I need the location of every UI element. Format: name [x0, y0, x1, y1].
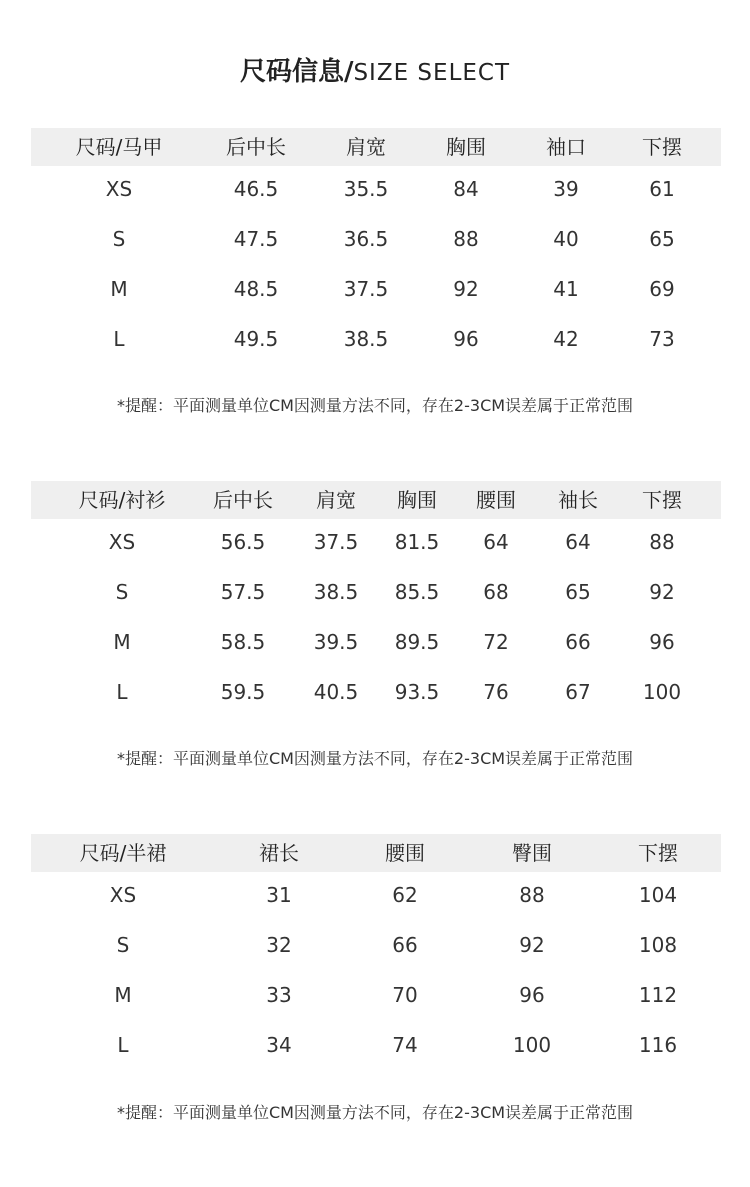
- table-cell: 96: [519, 983, 545, 1007]
- table-cell: 85.5: [394, 580, 440, 604]
- size-label: L: [113, 327, 125, 351]
- header-cell: 尺码/衬衫: [78, 488, 166, 512]
- table-cell: 40: [553, 227, 579, 251]
- header-cell: 尺码/马甲: [75, 135, 163, 159]
- table-cell: 48.5: [233, 277, 279, 301]
- table-cell: 42: [553, 327, 579, 351]
- table-cell: 96: [649, 630, 675, 654]
- table-cell: 72: [483, 630, 509, 654]
- table-cell: 47.5: [233, 227, 279, 251]
- table-cell: 66: [565, 630, 591, 654]
- title-english: SIZE SELECT: [353, 60, 511, 86]
- table-cell: 89.5: [394, 630, 440, 654]
- table-cell: 108: [638, 933, 678, 957]
- size-label: XS: [108, 530, 136, 554]
- measurement-note: *提醒：平面测量单位CM因测量方法不同，存在2-3CM误差属于正常范围: [116, 749, 634, 768]
- table-cell: 46.5: [233, 177, 279, 201]
- table-cell: 58.5: [220, 630, 266, 654]
- table-cell: 66: [392, 933, 418, 957]
- table-cell: 64: [483, 530, 509, 554]
- table-cell: 56.5: [220, 530, 266, 554]
- header-cell: 裙长: [259, 841, 299, 865]
- table-cell: 69: [649, 277, 675, 301]
- table-cell: 92: [453, 277, 479, 301]
- table-cell: 88: [519, 883, 545, 907]
- table-cell: 74: [392, 1033, 418, 1057]
- header-cell: 胸围: [397, 488, 437, 512]
- header-cell: 腰围: [385, 841, 425, 865]
- table-cell: 49.5: [233, 327, 279, 351]
- table-cell: 64: [565, 530, 591, 554]
- table-cell: 68: [483, 580, 509, 604]
- table-cell: 59.5: [220, 680, 266, 704]
- header-cell: 胸围: [446, 135, 486, 159]
- size-label: L: [117, 1033, 129, 1057]
- size-label: L: [116, 680, 128, 704]
- size-label: XS: [109, 883, 137, 907]
- table-cell: 33: [266, 983, 292, 1007]
- table-cell: 116: [638, 1033, 678, 1057]
- table-cell: 31: [266, 883, 292, 907]
- header-cell: 下摆: [642, 135, 682, 159]
- table-cell: 62: [392, 883, 418, 907]
- measurement-note: *提醒：平面测量单位CM因测量方法不同，存在2-3CM误差属于正常范围: [116, 1103, 634, 1122]
- size-label: M: [110, 277, 128, 301]
- table-cell: 65: [649, 227, 675, 251]
- table-cell: 41: [553, 277, 579, 301]
- page-title: [0, 52, 750, 93]
- header-cell: 肩宽: [346, 135, 386, 159]
- header-cell: 尺码/半裙: [79, 841, 167, 865]
- table-cell: 112: [638, 983, 678, 1007]
- table-cell: 76: [483, 680, 509, 704]
- table-cell: 34: [266, 1033, 292, 1057]
- header-cell: 后中长: [213, 488, 273, 512]
- header-cell: 腰围: [476, 488, 516, 512]
- table-header: [31, 834, 721, 872]
- table-cell: 88: [453, 227, 479, 251]
- size-label: XS: [105, 177, 133, 201]
- table-cell: 104: [638, 883, 678, 907]
- table-cell: 38.5: [313, 580, 359, 604]
- table-cell: 92: [519, 933, 545, 957]
- table-cell: 70: [392, 983, 418, 1007]
- table-cell: 65: [565, 580, 591, 604]
- measurement-note: *提醒：平面测量单位CM因测量方法不同，存在2-3CM误差属于正常范围: [116, 396, 634, 415]
- table-cell: 57.5: [220, 580, 266, 604]
- size-label: S: [112, 227, 126, 251]
- table-cell: 84: [453, 177, 479, 201]
- size-label: M: [113, 630, 131, 654]
- table-cell: 100: [642, 680, 682, 704]
- header-cell: 下摆: [638, 841, 678, 865]
- header-cell: 袖口: [546, 135, 586, 159]
- table-cell: 93.5: [394, 680, 440, 704]
- table-cell: 32: [266, 933, 292, 957]
- header-cell: 后中长: [226, 135, 286, 159]
- header-cell: 肩宽: [316, 488, 356, 512]
- header-cell: 臀围: [512, 841, 552, 865]
- table-cell: 81.5: [394, 530, 440, 554]
- size-label: M: [114, 983, 132, 1007]
- header-cell: 下摆: [642, 488, 682, 512]
- size-label: S: [116, 933, 130, 957]
- table-cell: 39: [553, 177, 579, 201]
- table-cell: 37.5: [343, 277, 389, 301]
- table-cell: 96: [453, 327, 479, 351]
- table-cell: 88: [649, 530, 675, 554]
- table-header: [31, 481, 721, 519]
- table-cell: 61: [649, 177, 675, 201]
- table-cell: 100: [512, 1033, 552, 1057]
- table-cell: 37.5: [313, 530, 359, 554]
- table-cell: 92: [649, 580, 675, 604]
- table-cell: 67: [565, 680, 591, 704]
- header-cell: 袖长: [558, 488, 598, 512]
- table-cell: 73: [649, 327, 675, 351]
- table-cell: 36.5: [343, 227, 389, 251]
- table-header: [31, 128, 721, 166]
- size-label: S: [115, 580, 129, 604]
- table-cell: 39.5: [313, 630, 359, 654]
- table-cell: 40.5: [313, 680, 359, 704]
- table-cell: 38.5: [343, 327, 389, 351]
- table-cell: 35.5: [343, 177, 389, 201]
- title-chinese: 尺码信息/: [239, 57, 354, 87]
